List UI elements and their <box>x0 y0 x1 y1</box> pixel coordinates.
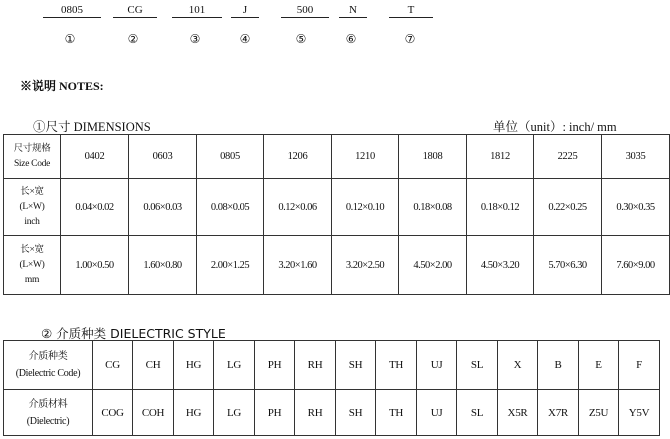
dielectric-material-cell: TH <box>376 390 417 436</box>
mm-label: 长×宽 (L×W) mm <box>4 236 61 295</box>
mm-value: 4.50×3.20 <box>467 236 534 295</box>
dielectric-code-cell: PH <box>255 341 295 390</box>
code-segment-1: 0805 <box>43 5 101 18</box>
dielectric-code-cell: X <box>498 341 538 390</box>
mm-value: 3.20×1.60 <box>264 236 332 295</box>
marker-6: ⑥ <box>345 32 357 46</box>
inch-value: 0.12×0.10 <box>332 179 399 236</box>
inch-value: 0.18×0.08 <box>399 179 467 236</box>
mm-value: 3.20×2.50 <box>332 236 399 295</box>
code-segment-2: CG <box>113 5 157 18</box>
dielectric-code-cell: LG <box>214 341 255 390</box>
dielectric-table <box>3 340 660 436</box>
size-cell: 0603 <box>129 135 197 179</box>
mm-value: 7.60×9.00 <box>602 236 670 295</box>
dielectric-code-cell: B <box>538 341 579 390</box>
dielectric-code-cell: HG <box>174 341 214 390</box>
marker-7: ⑦ <box>404 32 416 46</box>
dielectric-title: ② 介质种类 DIELECTRIC STYLE <box>41 326 226 341</box>
inch-value: 0.08×0.05 <box>197 179 264 236</box>
inch-value: 0.12×0.06 <box>264 179 332 236</box>
dielectric-code-cell: RH <box>295 341 336 390</box>
size-cell: 0402 <box>61 135 129 179</box>
inch-value: 0.22×0.25 <box>534 179 602 236</box>
dielectric-code-cell: CG <box>93 341 133 390</box>
dielectric-material-cell: X7R <box>538 390 579 436</box>
inch-label: 长×宽 (L×W) inch <box>4 179 61 236</box>
dielectric-code-cell: E <box>579 341 619 390</box>
mm-value: 4.50×2.00 <box>399 236 467 295</box>
dielectric-code-cell: F <box>619 341 660 390</box>
size-code-row <box>4 135 670 179</box>
size-cell: 1808 <box>399 135 467 179</box>
mm-value: 1.60×0.80 <box>129 236 197 295</box>
inch-value: 0.30×0.35 <box>602 179 670 236</box>
dielectric-code-row <box>4 341 660 390</box>
code-segment-6: N <box>339 5 367 18</box>
mm-value: 1.00×0.50 <box>61 236 129 295</box>
dielectric-code-label: 介质种类 (Dielectric Code) <box>4 341 93 390</box>
size-code-label: 尺寸规格 Size Code <box>4 135 61 179</box>
marker-2: ② <box>127 32 139 46</box>
inch-value: 0.06×0.03 <box>129 179 197 236</box>
dielectric-material-cell: RH <box>295 390 336 436</box>
inch-value: 0.04×0.02 <box>61 179 129 236</box>
dielectric-code-cell: UJ <box>417 341 457 390</box>
mm-value: 2.00×1.25 <box>197 236 264 295</box>
dielectric-material-cell: COG <box>93 390 133 436</box>
size-cell: 2225 <box>534 135 602 179</box>
dielectric-material-cell: Y5V <box>619 390 660 436</box>
notes-heading: ※说明 NOTES: <box>20 79 104 93</box>
dielectric-material-cell: Z5U <box>579 390 619 436</box>
marker-4: ④ <box>239 32 251 46</box>
dielectric-material-cell: UJ <box>417 390 457 436</box>
code-segment-4: J <box>231 5 259 18</box>
marker-5: ⑤ <box>295 32 307 46</box>
inch-value: 0.18×0.12 <box>467 179 534 236</box>
dielectric-material-cell: HG <box>174 390 214 436</box>
dimensions-title: ①尺寸 DIMENSIONS <box>33 120 151 134</box>
dielectric-material-cell: SH <box>336 390 376 436</box>
code-segment-3: 101 <box>172 5 222 18</box>
dimensions-unit: 单位（unit）: inch/ mm <box>493 120 617 134</box>
dielectric-code-cell: TH <box>376 341 417 390</box>
dielectric-material-row <box>4 390 660 436</box>
dielectric-material-cell: SL <box>457 390 498 436</box>
dielectric-material-label: 介质材料 (Dielectric) <box>4 390 93 436</box>
dielectric-code-cell: CH <box>133 341 174 390</box>
size-cell: 3035 <box>602 135 670 179</box>
size-cell: 1812 <box>467 135 534 179</box>
dielectric-material-cell: LG <box>214 390 255 436</box>
dielectric-material-cell: X5R <box>498 390 538 436</box>
inch-row <box>4 179 670 236</box>
code-segment-5: 500 <box>281 5 329 18</box>
size-cell: 0805 <box>197 135 264 179</box>
dielectric-material-cell: PH <box>255 390 295 436</box>
marker-1: ① <box>64 32 76 46</box>
mm-row <box>4 236 670 295</box>
dielectric-code-cell: SL <box>457 341 498 390</box>
dimensions-table <box>3 134 670 295</box>
code-segment-7: T <box>389 5 433 18</box>
size-cell: 1206 <box>264 135 332 179</box>
marker-3: ③ <box>189 32 201 46</box>
dielectric-material-cell: COH <box>133 390 174 436</box>
mm-value: 5.70×6.30 <box>534 236 602 295</box>
dielectric-code-cell: SH <box>336 341 376 390</box>
size-cell: 1210 <box>332 135 399 179</box>
